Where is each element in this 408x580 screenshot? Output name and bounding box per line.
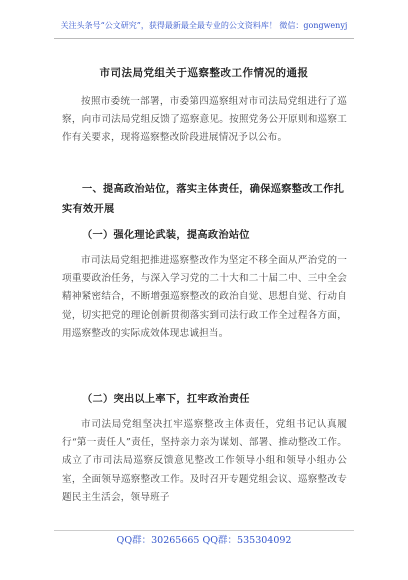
footer-qq-groups: QQ群：30265665 QQ群：535304092 bbox=[116, 535, 292, 546]
section-heading-1: 一、提高政治站位，落实主体责任，确保巡察整改工作扎实有效开展 bbox=[62, 183, 345, 215]
header-banner: 关注头条号“公文研究”，获得最新最全最专业的公文资料库！ 微信：gongwenyj bbox=[60, 21, 348, 30]
subsection-heading-2: （二）突出以上率下，扛牢政治责任 bbox=[82, 393, 250, 405]
header-divider bbox=[54, 38, 354, 39]
subsection-1-body: 市司法局党组把推进巡察整改作为坚定不移全面从严治党的一项重要政治任务，与深入学习党的二十大和二十届二中、三中全会精神紧密结合，不断增强巡察整改的政治自觉、思想自觉、行动自觉，切实把党的理论创新贯彻落实到司法行政工作全过程各方面，用巡察整改的实际成效体现忠诚担当。 bbox=[62, 255, 347, 339]
subsection-heading-1: （一）强化理论武装，提高政治站位 bbox=[82, 229, 250, 241]
footer-divider bbox=[54, 530, 354, 531]
document-title: 市司法局党组关于巡察整改工作情况的通报 bbox=[99, 67, 309, 79]
subsection-2-body: 市司法局党组坚决扛牢巡察整改主体责任，党组书记认真履行“第一责任人”责任，坚持亲力亲为谋划、部署、推动整改工作。成立了市司法局巡察反馈意见整改工作领导小组和领导小组办公室，全面领导巡察整改工作。及时召开专题党组会议、巡察整改专题民主生活会，领导班子 bbox=[62, 419, 347, 503]
intro-paragraph: 按照市委统一部署，市委第四巡察组对市司法局党组进行了巡察，向市司法局党组反馈了巡察意见。按照党务公开原则和巡察工作有关要求，现将巡察整改阶段进展情况予以公布。 bbox=[62, 96, 347, 144]
